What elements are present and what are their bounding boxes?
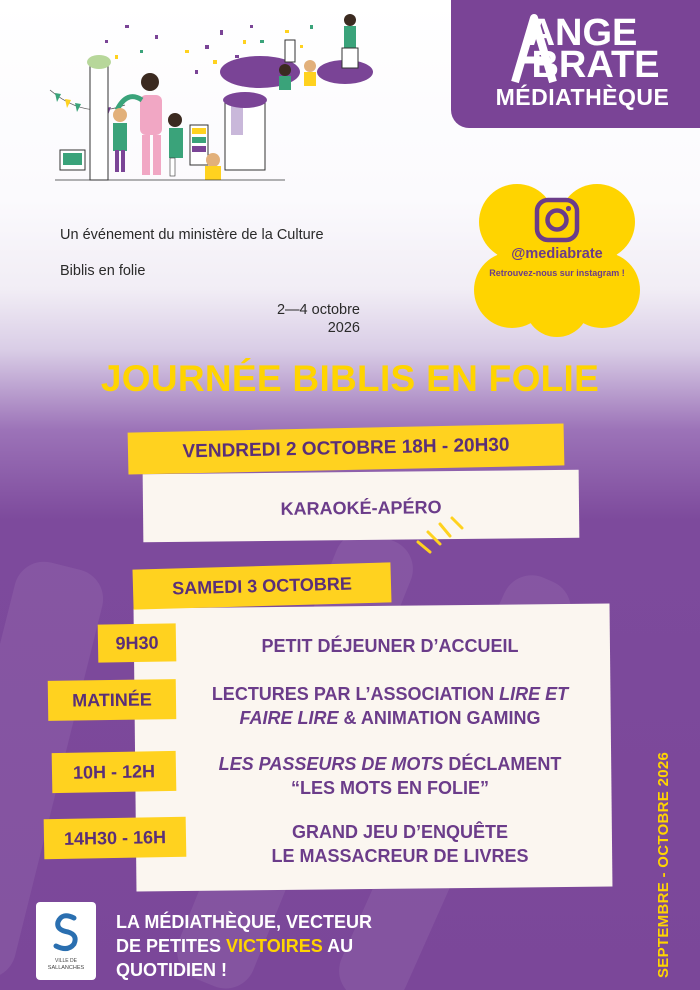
activity-passeurs-text: DÉCLAMENT bbox=[443, 754, 562, 774]
activity-readings-text: & ANIMATION GAMING bbox=[338, 708, 541, 728]
footer-line: QUOTIDIEN ! bbox=[116, 960, 227, 980]
logo-line-2: BRATE bbox=[531, 44, 660, 86]
activity-investigation-text: LE MASSACREUR DE LIVRES bbox=[271, 846, 529, 866]
time-badge bbox=[44, 817, 187, 859]
time-label: 10H - 12H bbox=[72, 760, 156, 783]
time-label: 9H30 bbox=[115, 632, 159, 653]
dates-line-2: 2026 bbox=[327, 320, 360, 336]
friday-event-card bbox=[143, 470, 580, 543]
activity-passeurs-text: “LES MOTS EN FOLIE” bbox=[290, 778, 489, 798]
town-logo bbox=[36, 902, 96, 980]
time-badge bbox=[48, 679, 177, 721]
time-label: 14H30 - 16H bbox=[63, 826, 167, 849]
town-name-2: SALLANCHES bbox=[47, 965, 85, 971]
activity-readings-italic: LIRE ET bbox=[499, 684, 569, 704]
activity-investigation-text: GRAND JEU D’ENQUÊTE bbox=[291, 822, 509, 842]
footer-line: DE PETITES bbox=[116, 936, 227, 956]
friday-heading bbox=[128, 423, 565, 474]
friday-event: KARAOKÉ-APÉRO bbox=[280, 497, 442, 519]
town-s-icon bbox=[50, 910, 82, 954]
footer-line: LA MÉDIATHÈQUE, VECTEUR bbox=[116, 912, 373, 932]
activity-passeurs-italic: LES PASSEURS DE MOTS bbox=[218, 754, 444, 774]
page-title: JOURNÉE BIBLIS EN FOLIE bbox=[100, 358, 600, 399]
activity-readings-text: LECTURES PAR L’ASSOCIATION bbox=[211, 684, 500, 704]
logo-line-3: MÉDIATHÈQUE bbox=[495, 84, 670, 110]
activity-readings-italic: FAIRE LIRE bbox=[239, 708, 339, 728]
activity-breakfast: PETIT DÉJEUNER D’ACCUEIL bbox=[261, 636, 519, 656]
footer-slogan bbox=[116, 910, 416, 982]
activity-investigation bbox=[200, 820, 600, 868]
saturday-heading-text: SAMEDI 3 OCTOBRE bbox=[171, 572, 353, 599]
activity-readings bbox=[190, 682, 590, 730]
season-banner: SEPTEMBRE - OCTOBRE 2026 bbox=[655, 751, 672, 978]
footer-highlight: VICTOIRES bbox=[226, 936, 323, 956]
saturday-heading bbox=[132, 562, 391, 609]
time-badge bbox=[52, 751, 177, 793]
organizer-line: Un événement du ministère de la Culture bbox=[60, 227, 324, 243]
logo-letter-a-icon bbox=[509, 10, 559, 86]
instagram-subtitle: Retrouvez-nous sur instagram ! bbox=[489, 268, 625, 278]
footer-line: AU bbox=[322, 936, 354, 956]
sparkle-icon bbox=[408, 512, 468, 562]
event-subtitle: Biblis en folie bbox=[60, 263, 146, 279]
friday-heading-text: VENDREDI 2 OCTOBRE 18H - 20H30 bbox=[182, 434, 510, 463]
time-badge bbox=[98, 623, 177, 662]
town-name-1: VILLE DE bbox=[55, 958, 77, 964]
dates-line-1: 2—4 octobre bbox=[276, 302, 360, 318]
time-label: MATINÉE bbox=[72, 688, 152, 711]
library-illustration bbox=[45, 0, 375, 190]
instagram-handle[interactable]: @mediabrate bbox=[511, 246, 603, 262]
mediatheque-logo bbox=[451, 0, 700, 128]
logo-line-1: ANGE bbox=[527, 12, 638, 54]
activity-passeurs bbox=[190, 752, 590, 800]
